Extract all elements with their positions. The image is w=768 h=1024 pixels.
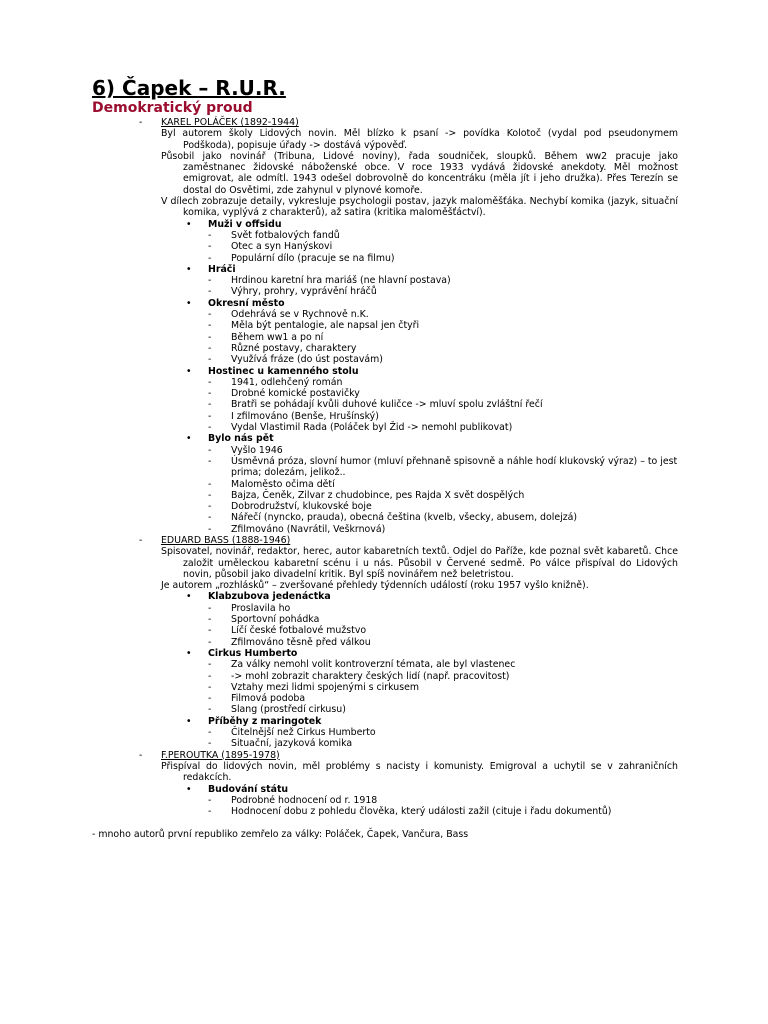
work-item-text: Výhry, prohry, vyprávění hráčů (231, 286, 377, 298)
work-title-text: Okresní město (208, 297, 285, 309)
work-item-text: Zfilmováno (Navrátil, Veškrnová) (231, 523, 386, 535)
dash-marker: - (139, 749, 143, 761)
dash-marker: - (208, 625, 212, 637)
work-title-text: Hráči (208, 263, 236, 275)
bullet-icon: • (186, 263, 192, 275)
section-subtitle: Demokratický proud (92, 100, 253, 116)
work-item-text: Populární dílo (pracuje se na filmu) (231, 252, 395, 264)
work-item-text: Různé postavy, charaktery (231, 342, 357, 354)
work-item-text: Maloměsto očima dětí (231, 478, 335, 490)
dash-marker: - (208, 388, 212, 400)
work-item-text: Využívá fráze (do úst postavám) (231, 354, 383, 366)
work-item-text: Dobrodružství, klukovské boje (231, 501, 372, 513)
dash-marker: - (208, 523, 212, 535)
bullet-icon: • (186, 715, 192, 727)
work-item-text: Filmová podoba (231, 693, 306, 705)
author-paragraph: Byl autorem školy Lidových novin. Měl blízko k psaní -> povídka Kolotoč (vydal pod pseudonymem Podškoda), popisuje úřady -> dostává výpověď. (161, 128, 678, 151)
work-item-text: Bajza, Čeněk, Zilvar z chudobince, pes Rajda X svět dospělých (231, 489, 525, 501)
work-item-text: Hrdinou karetní hra mariáš (ne hlavní postava) (231, 275, 451, 287)
work-item (92, 479, 678, 490)
work-item (92, 738, 678, 749)
work-title-text: Budování státu (208, 783, 289, 795)
work-item-text: Nářečí (nyncko, prauda), obecná čeština (kvelb, všecky, abusem, dolejzá) (231, 512, 578, 524)
author-name: EDUARD BASS (1888-1946) (161, 534, 291, 546)
work-title (92, 219, 678, 230)
dash-marker: - (208, 331, 212, 343)
work-item (92, 445, 678, 456)
dash-marker: - (208, 693, 212, 705)
work-title (92, 716, 678, 727)
work-item-text: 1941, odlehčený román (231, 376, 343, 388)
dash-marker: - (208, 636, 212, 648)
work-item-text: Slang (prostředí cirkusu) (231, 704, 346, 716)
author-heading (92, 750, 678, 761)
dash-marker: - (208, 602, 212, 614)
work-title-text: Muži v offsidu (208, 218, 282, 230)
dash-marker: - (208, 681, 212, 693)
work-item (92, 241, 678, 252)
dash-marker: - (208, 455, 212, 467)
work-item (92, 320, 678, 331)
page-title: 6) Čapek – R.U.R. (92, 76, 286, 100)
dash-marker: - (208, 806, 212, 818)
work-title (92, 784, 678, 795)
dash-marker: - (208, 478, 212, 490)
dash-marker: - (208, 252, 212, 264)
dash-marker: - (208, 320, 212, 332)
work-item (92, 693, 678, 704)
work-title (92, 264, 678, 275)
dash-marker: - (208, 275, 212, 287)
work-item-text: Měla být pentalogie, ale napsal jen čtyři (231, 320, 420, 332)
author-heading (92, 535, 678, 546)
work-title (92, 298, 678, 309)
work-item-text: Sportovní pohádka (231, 614, 320, 626)
dash-marker: - (139, 534, 143, 546)
author-name: F.PEROUTKA (1895-1978) (161, 749, 280, 761)
dash-marker: - (208, 794, 212, 806)
work-item-text: Drobné komické postavičky (231, 388, 360, 400)
author-paragraph: Přispíval do lidových novin, měl problémy s nacisty i komunisty. Emigroval a uchytil se v zahraničních redakcích. (161, 760, 678, 784)
work-item (92, 512, 678, 523)
work-item (92, 625, 678, 636)
dash-marker: - (208, 229, 212, 241)
document-page (92, 76, 678, 841)
work-item-text: Líčí české fotbalové mužstvo (231, 625, 367, 637)
work-item (92, 230, 678, 241)
work-item (92, 524, 678, 535)
dash-marker: - (208, 410, 212, 422)
dash-marker: - (208, 704, 212, 716)
work-item-text: Zfilmováno těsně před válkou (231, 636, 371, 648)
work-item-text: -> mohl zobrazit charaktery českých lidí (např. pracovitost) (231, 670, 510, 682)
closing-note: - mnoho autorů první republiko zemřelo za války: Poláček, Čapek, Vančura, Bass (92, 829, 469, 841)
author-name: KAREL POLÁČEK (1892-1944) (161, 117, 299, 128)
dash-marker: - (208, 444, 212, 456)
work-item (92, 659, 678, 670)
work-title-text: Příběhy z maringotek (208, 715, 322, 727)
bullet-icon: • (186, 297, 192, 309)
work-item (92, 411, 678, 422)
bullet-icon: • (186, 433, 192, 445)
dash-marker: - (208, 738, 212, 750)
dash-marker: - (208, 422, 212, 434)
work-item (92, 332, 678, 343)
author-paragraph: Je autorem „rozhlásků“ – zveršované přehledy týdenních událostí (roku 1957 vyšlo knižně). (161, 580, 589, 592)
work-item-text: Čitelnější než Cirkus Humberto (231, 727, 376, 739)
work-item-text: Podrobné hodnocení od r. 1918 (231, 794, 378, 806)
dash-marker: - (208, 399, 212, 411)
work-item (92, 253, 678, 264)
author-paragraph: V dílech zobrazuje detaily, vykresluje psychologii postav, jazyk maloměšťáka. Nechybí komika (jazyk, situační komika, vyplývá z charakterů), až satira (kritika maloměšťáctví). (161, 196, 678, 219)
work-title-text: Cirkus Humberto (208, 647, 298, 659)
work-item-text: Otec a syn Hanýskovi (231, 241, 333, 253)
bullet-icon: • (186, 218, 192, 230)
work-title-text: Bylo nás pět (208, 433, 274, 445)
dash-marker: - (208, 727, 212, 739)
work-item-text: Proslavila ho (231, 602, 291, 614)
bullet-icon: • (186, 783, 192, 795)
work-item (92, 399, 678, 410)
work-item-text: Vztahy mezi lidmi spojenými s cirkusem (231, 681, 420, 693)
work-item (92, 490, 678, 501)
dash-marker: - (208, 614, 212, 626)
dash-marker: - (139, 117, 143, 128)
dash-marker: - (208, 309, 212, 321)
work-item (92, 806, 678, 817)
work-item (92, 501, 678, 512)
work-item-text: Situační, jazyková komika (231, 738, 353, 750)
work-item (92, 388, 678, 399)
work-item (92, 354, 678, 365)
dash-marker: - (208, 354, 212, 366)
work-item (92, 637, 678, 648)
work-title-text: Hostinec u kamenného stolu (208, 365, 359, 377)
work-item-text: Odehrává se v Rychnově n.K. (231, 309, 369, 321)
dash-marker: - (208, 501, 212, 513)
work-item (92, 704, 678, 715)
work-item (92, 603, 678, 614)
author-paragraph: Působil jako novinář (Tribuna, Lidové noviny), řada soudniček, sloupků. Během ww2 pracuje jako zaměstnanec židovské náboženské obce. V roce 1933 vydává židovské anekdoty. Měl možnost emigrovat, ale odmítl. 1943 odešel dobrovolně do koncentráku (měla jít i jeho družka). Přes Terezín se dostal do Osvětimi, zde zahynul v plynové komoře. (161, 150, 678, 196)
work-item (92, 614, 678, 625)
work-item (92, 309, 678, 320)
author-heading (92, 117, 678, 128)
bullet-icon: • (186, 647, 192, 659)
work-title (92, 648, 678, 659)
bullet-icon: • (186, 591, 192, 603)
work-item (92, 275, 678, 286)
work-item-text: Úsměvná próza, slovní humor (mluví přehnaně spisovně a náhle hodí klukovský výraz) – to jest prima; dolezám, jelikož.. (231, 455, 678, 479)
work-title (92, 433, 678, 444)
work-item-text: Za války nemohl volit kontroverzní témata, ale byl vlastenec (231, 659, 516, 671)
author-paragraph: Spisovatel, novinář, redaktor, herec, autor kabaretních textů. Odjel do Paříže, kde poznal svět kabaretů. Chce založit uměleckou kabaretní scénu i u nás. Působil v Červené sedmě. Po válce přispíval do Lidových novin, působil jako divadelní kritik. Byl spíš novinářem než beletristou. (161, 546, 678, 580)
work-item-text: Svět fotbalových fandů (231, 229, 340, 241)
work-item (92, 343, 678, 354)
work-item-text: Vydal Vlastimil Rada (Poláček byl Žid -> nemohl publikovat) (231, 422, 513, 434)
work-item-text: Hodnocení dobu z pohledu člověka, který události zažil (cituje i řadu dokumentů) (231, 806, 612, 818)
work-item (92, 795, 678, 806)
work-item (92, 422, 678, 433)
dash-marker: - (208, 286, 212, 298)
work-item-text: Vyšlo 1946 (231, 444, 283, 456)
dash-marker: - (208, 342, 212, 354)
dash-marker: - (208, 489, 212, 501)
work-item (92, 377, 678, 388)
work-item-text: I zfilmováno (Benše, Hrušínský) (231, 410, 379, 422)
work-item-text: Během ww1 a po ní (231, 331, 324, 343)
work-item (92, 456, 678, 479)
dash-marker: - (208, 670, 212, 682)
work-title (92, 591, 678, 602)
work-item (92, 727, 678, 738)
work-item (92, 671, 678, 682)
bullet-icon: • (186, 365, 192, 377)
dash-marker: - (208, 376, 212, 388)
dash-marker: - (208, 659, 212, 671)
dash-marker: - (208, 241, 212, 253)
document-body (92, 117, 678, 817)
work-item (92, 682, 678, 693)
work-item (92, 286, 678, 297)
work-item-text: Bratři se pohádají kvůli duhové kuličce -> mluví spolu zvláštní řečí (231, 399, 543, 411)
dash-marker: - (208, 512, 212, 524)
work-title (92, 366, 678, 377)
work-title-text: Klabzubova jedenáctka (208, 591, 331, 603)
